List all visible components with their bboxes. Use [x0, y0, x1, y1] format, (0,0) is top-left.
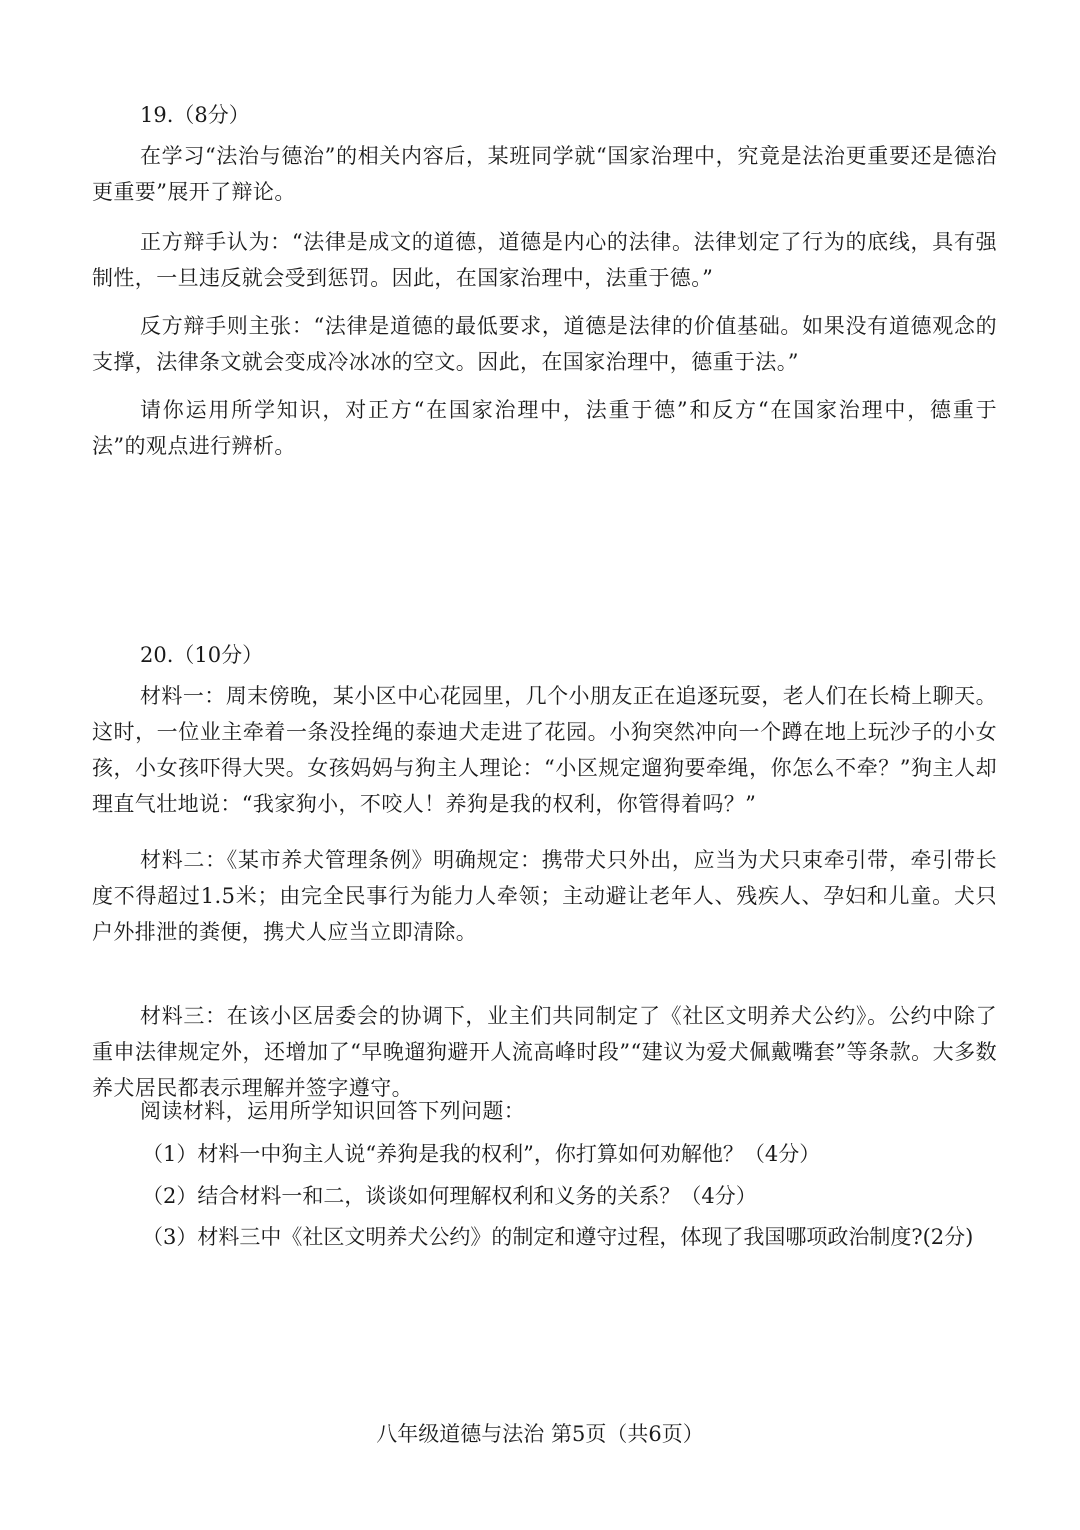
question-19-intro: 在学习“法治与德治”的相关内容后，某班同学就“国家治理中，究竟是法治更重要还是德治更重要”展开了辩论。 [92, 144, 997, 204]
question-20-material-3: 材料三：在该小区居委会的协调下，业主们共同制定了《社区文明养犬公约》。公约中除了重申法律规定外，还增加了“早晚遛狗避开人流高峰时段”“建议为爱犬佩戴嘴套”等条款。大多数养犬居民都表示理解并签字遵守。 [92, 1004, 997, 1100]
question-20-material-2: 材料二：《某市养犬管理条例》明确规定：携带犬只外出，应当为犬只束牵引带，牵引带长度不得超过1.5米；由完全民事行为能力人牵领；主动避让老年人、残疾人、孕妇和儿童。犬只户外排泄的粪便，携犬人应当立即清除。 [92, 848, 997, 944]
question-20-sub-2: （2）结合材料一和二，谈谈如何理解权利和义务的关系？（4分） [142, 1184, 757, 1208]
question-20-sub-3: （3）材料三中《社区文明养犬公约》的制定和遵守过程，体现了我国哪项政治制度?(2分) [142, 1225, 974, 1249]
question-19-affirmative: 正方辩手认为：“法律是成文的道德，道德是内心的法律。法律划定了行为的底线，具有强制性，一旦违反就会受到惩罚。因此，在国家治理中，法重于德。” [92, 230, 997, 290]
question-20-instruction: 阅读材料，运用所学知识回答下列问题： [140, 1099, 526, 1123]
question-19-task: 请你运用所学知识，对正方“在国家治理中，法重于德”和反方“在国家治理中，德重于法”的观点进行辨析。 [92, 398, 997, 458]
question-20-sub-1: （1）材料一中狗主人说“养狗是我的权利”，你打算如何劝解他？（4分） [142, 1142, 821, 1166]
question-19-negative: 反方辩手则主张：“法律是道德的最低要求，道德是法律的价值基础。如果没有道德观念的支撑，法律条文就会变成冷冰冰的空文。因此，在国家治理中，德重于法。” [92, 314, 997, 374]
question-20-material-1: 材料一：周末傍晚，某小区中心花园里，几个小朋友正在追逐玩耍，老人们在长椅上聊天。这时，一位业主牵着一条没拴绳的泰迪犬走进了花园。小狗突然冲向一个蹲在地上玩沙子的小女孩，小女孩吓得大哭。女孩妈妈与狗主人理论：“小区规定遛狗要牵绳，你怎么不牵？”狗主人却理直气壮地说：“我家狗小，不咬人！养狗是我的权利，你管得着吗？” [92, 684, 997, 816]
page-footer: 八年级道德与法治 第5页（共6页） [376, 1422, 704, 1446]
question-20-heading: 20.（10分） [140, 643, 264, 667]
question-19-heading: 19.（8分） [140, 103, 250, 127]
